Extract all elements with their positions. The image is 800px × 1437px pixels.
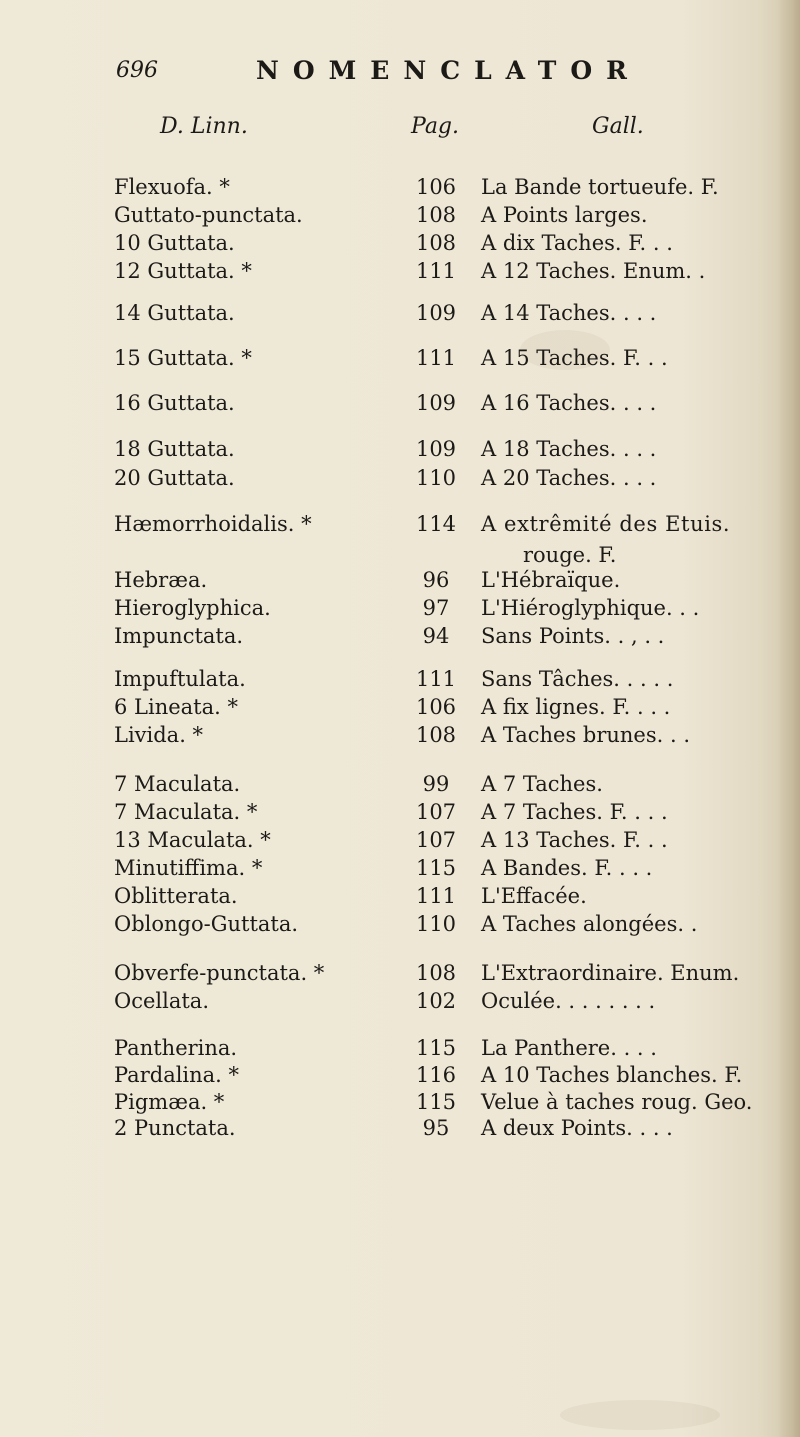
french-name: L'Hiéroglyphique. . . bbox=[481, 596, 700, 620]
entry-row bbox=[0, 912, 800, 944]
entry-row bbox=[0, 624, 800, 656]
latin-name: 2 Punctata. bbox=[114, 1116, 236, 1140]
page-number: 696 bbox=[116, 58, 158, 83]
latin-name: Oblitterata. bbox=[114, 884, 238, 908]
page-ref: 109 bbox=[415, 437, 457, 461]
french-name: L'Effacée. bbox=[481, 884, 587, 908]
latin-name: Hebræa. bbox=[114, 568, 208, 592]
french-name: A 16 Taches. . . . bbox=[481, 391, 657, 415]
french-name: A 12 Taches. Enum. . bbox=[481, 259, 706, 283]
latin-name: Impuftulata. bbox=[114, 667, 246, 691]
french-name: L'Hébraïque. bbox=[481, 568, 621, 592]
page-ref: 102 bbox=[415, 989, 457, 1013]
french-name: A 14 Taches. . . . bbox=[481, 301, 657, 325]
page-ref: 111 bbox=[415, 259, 457, 283]
french-name: A Bandes. F. . . . bbox=[481, 856, 653, 880]
latin-name: 14 Guttata. bbox=[114, 301, 235, 325]
page-ref: 115 bbox=[415, 1090, 457, 1114]
column-heading-pag: Pag. bbox=[411, 114, 460, 139]
running-title: NOMENCLATOR bbox=[256, 56, 641, 85]
latin-name: 16 Guttata. bbox=[114, 391, 235, 415]
page-ref: 106 bbox=[415, 175, 457, 199]
page-ref: 115 bbox=[415, 1036, 457, 1060]
page-ref: 114 bbox=[415, 512, 457, 536]
french-name: La Bande tortueufe. F. bbox=[481, 175, 719, 199]
latin-name: Pardalina. * bbox=[114, 1063, 240, 1087]
french-name: A dix Taches. F. . . bbox=[481, 231, 673, 255]
entry-row bbox=[0, 346, 800, 378]
latin-name: Livida. * bbox=[114, 723, 204, 747]
entry-row bbox=[0, 1116, 800, 1148]
french-name: L'Extraordinaire. Enum. bbox=[481, 961, 740, 985]
french-name: A 15 Taches. F. . . bbox=[481, 346, 668, 370]
page-ref: 111 bbox=[415, 667, 457, 691]
french-name: A fix lignes. F. . . . bbox=[481, 695, 671, 719]
page-ref: 95 bbox=[422, 1116, 450, 1140]
latin-name: 15 Guttata. * bbox=[114, 346, 252, 370]
latin-name: 10 Guttata. bbox=[114, 231, 235, 255]
french-name: Velue à taches roug. Geo. bbox=[481, 1090, 753, 1114]
page-ref: 99 bbox=[422, 772, 450, 796]
page-ref: 108 bbox=[415, 231, 457, 255]
entry-row bbox=[0, 512, 800, 567]
entry-row bbox=[0, 437, 800, 469]
entry-row bbox=[0, 259, 800, 291]
latin-name: 13 Maculata. * bbox=[114, 828, 271, 852]
latin-name: Pigmæa. * bbox=[114, 1090, 225, 1114]
latin-name: Oblongo-Guttata. bbox=[114, 912, 299, 936]
french-name: A deux Points. . . . bbox=[481, 1116, 673, 1140]
page-ref: 110 bbox=[415, 912, 457, 936]
page-ref: 108 bbox=[415, 723, 457, 747]
page-ref: 94 bbox=[422, 624, 450, 648]
french-name: A extrêmité des Etuis. bbox=[481, 512, 731, 536]
entry-row bbox=[0, 391, 800, 423]
latin-name: Hieroglyphica. bbox=[114, 596, 271, 620]
entry-row bbox=[0, 723, 800, 755]
page-ref: 109 bbox=[415, 301, 457, 325]
latin-name: 6 Lineata. * bbox=[114, 695, 238, 719]
latin-name: Minutiffima. * bbox=[114, 856, 263, 880]
latin-name: Pantherina. bbox=[114, 1036, 238, 1060]
french-name: A 20 Taches. . . . bbox=[481, 466, 657, 490]
page-ref: 108 bbox=[415, 203, 457, 227]
page-ref: 109 bbox=[415, 391, 457, 415]
french-name: Sans Tâches. . . . . bbox=[481, 667, 674, 691]
latin-name: Flexuofa. * bbox=[114, 175, 230, 199]
latin-name: 7 Maculata. bbox=[114, 772, 241, 796]
page-ref: 110 bbox=[415, 466, 457, 490]
french-name: A 10 Taches blanches. F. bbox=[481, 1063, 743, 1087]
page-ref: 108 bbox=[415, 961, 457, 985]
page-ref: 111 bbox=[415, 346, 457, 370]
french-name: A 7 Taches. bbox=[481, 772, 603, 796]
latin-name: 18 Guttata. bbox=[114, 437, 235, 461]
french-name: A Taches brunes. . . bbox=[481, 723, 691, 747]
french-name: Sans Points. . , . . bbox=[481, 624, 665, 648]
french-name: A Points larges. bbox=[481, 203, 648, 227]
latin-name: Obverfe-punctata. * bbox=[114, 961, 325, 985]
latin-name: 20 Guttata. bbox=[114, 466, 235, 490]
page-ref: 115 bbox=[415, 856, 457, 880]
latin-name: Ocellata. bbox=[114, 989, 209, 1013]
latin-name: Hæmorrhoidalis. * bbox=[114, 512, 312, 536]
french-name: A 7 Taches. F. . . . bbox=[481, 800, 668, 824]
page-ref: 96 bbox=[422, 568, 450, 592]
french-name-continuation: rouge. F. bbox=[523, 543, 617, 567]
page-ref: 116 bbox=[415, 1063, 457, 1087]
entry-row bbox=[0, 989, 800, 1021]
french-name: A 18 Taches. . . . bbox=[481, 437, 657, 461]
page-ref: 111 bbox=[415, 884, 457, 908]
latin-name: 7 Maculata. * bbox=[114, 800, 258, 824]
column-heading-linn: D. Linn. bbox=[160, 114, 248, 139]
column-heading-gall: Gall. bbox=[592, 114, 644, 139]
latin-name: Guttato-punctata. bbox=[114, 203, 303, 227]
french-name: Oculée. . . . . . . . bbox=[481, 989, 656, 1013]
page-ref: 107 bbox=[415, 828, 457, 852]
page-ref: 107 bbox=[415, 800, 457, 824]
entry-row bbox=[0, 466, 800, 498]
french-name: A 13 Taches. F. . . bbox=[481, 828, 668, 852]
french-name: La Panthere. . . . bbox=[481, 1036, 657, 1060]
french-name: A Taches alongées. . bbox=[481, 912, 698, 936]
latin-name: 12 Guttata. * bbox=[114, 259, 252, 283]
page-ref: 97 bbox=[422, 596, 450, 620]
entry-row bbox=[0, 301, 800, 333]
latin-name: Impunctata. bbox=[114, 624, 244, 648]
page-ref: 106 bbox=[415, 695, 457, 719]
